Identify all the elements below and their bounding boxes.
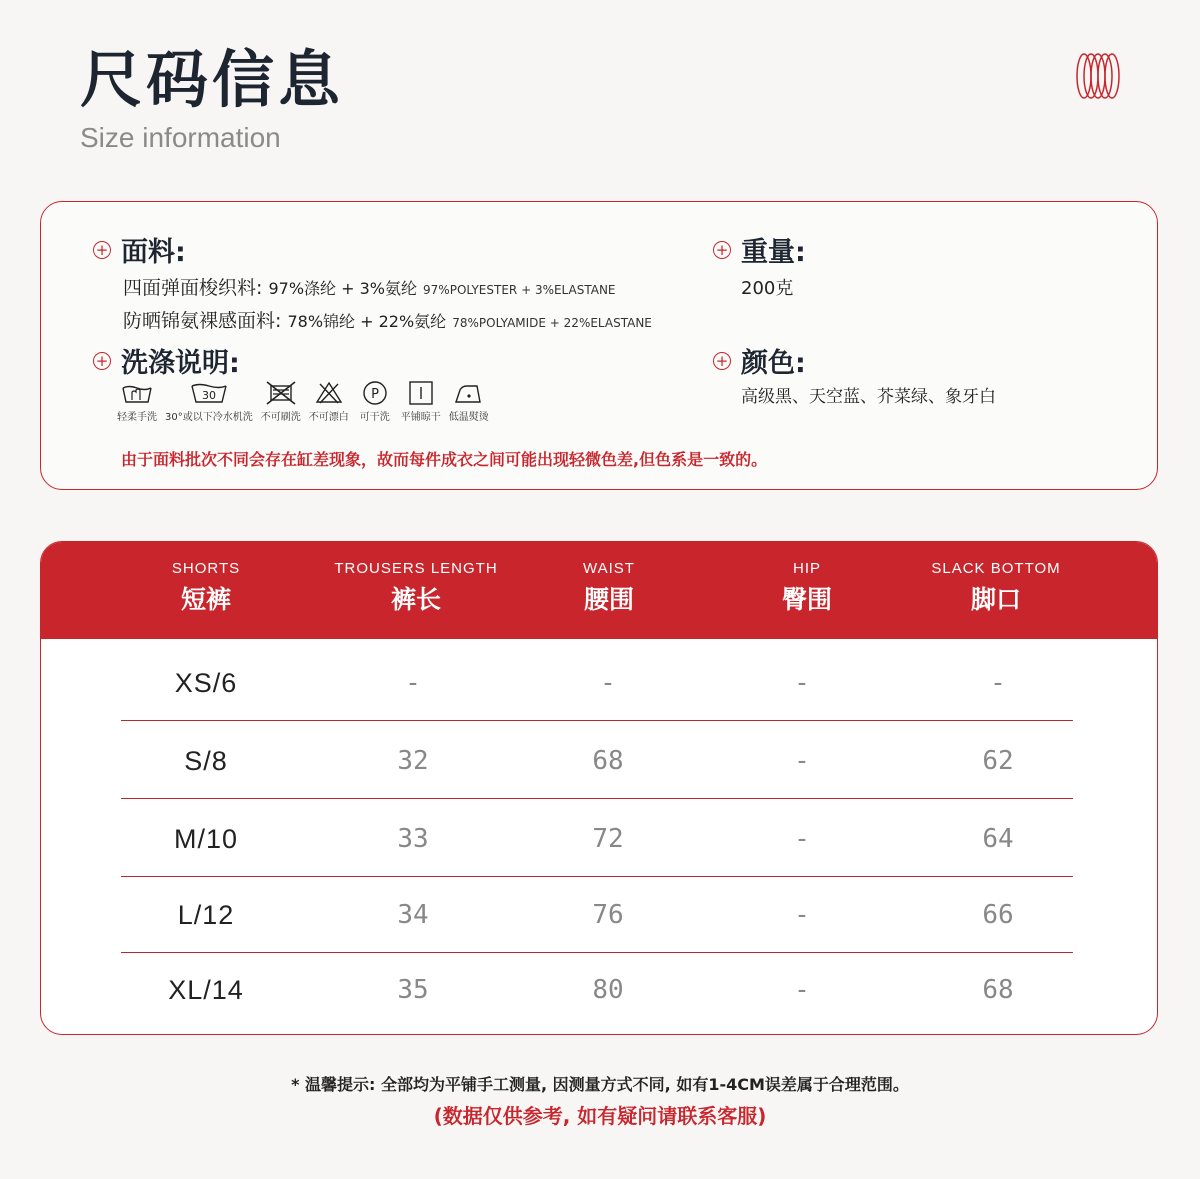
table-row — [121, 952, 1073, 1028]
weight-section-header — [713, 230, 806, 269]
length-cell: 34 — [397, 900, 429, 930]
care-label: 可干洗 — [359, 412, 390, 423]
dry-clean-p-icon — [357, 380, 393, 406]
page-header — [80, 40, 344, 154]
page-title: 尺码信息 — [80, 43, 345, 116]
length-cell: 32 — [397, 746, 429, 776]
table-header — [41, 542, 1157, 639]
product-info-card — [40, 201, 1158, 490]
length-cell: - — [405, 668, 421, 698]
fabric-line — [123, 273, 616, 300]
care-item — [117, 380, 157, 423]
fabric-name: 防晒锦氨裸感面料: — [123, 310, 282, 332]
fabric-name: 四面弹面梭织料: — [123, 277, 263, 299]
table-row — [121, 723, 1073, 799]
hem-cell: 64 — [982, 824, 1014, 854]
no-brush-icon — [263, 380, 299, 406]
size-cell: XS/6 — [174, 668, 238, 698]
column-header — [172, 560, 240, 616]
iron-low-icon — [451, 380, 487, 406]
fabric-section-header — [93, 230, 186, 269]
hip-cell: - — [794, 900, 810, 930]
waist-cell: 80 — [592, 975, 624, 1005]
fabric-composition-en: 78%POLYAMIDE + 22%ELASTANE — [452, 316, 652, 330]
brand-logo-icon — [1074, 52, 1122, 100]
care-label: 平铺晾干 — [400, 412, 441, 423]
table-row — [121, 645, 1073, 721]
length-cell: 35 — [397, 975, 429, 1005]
column-header-cn: 短裤 — [180, 585, 232, 614]
measurement-tip: * 温馨提示: 全部均为平铺手工测量, 因测量方式不同, 如有1-4CM误差属于合理范围。 — [291, 1075, 909, 1094]
dry-flat-icon — [401, 380, 441, 406]
fabric-title: 面料: — [121, 237, 186, 268]
column-header-en: SHORTS — [171, 560, 241, 577]
column-header-en: WAIST — [583, 560, 635, 577]
hem-cell: - — [990, 668, 1006, 698]
table-row — [121, 801, 1073, 877]
care-title: 洗涤说明: — [121, 348, 240, 379]
wash-temperature: 30 — [201, 389, 216, 402]
hip-cell: - — [794, 975, 810, 1005]
no-bleach-icon — [311, 380, 347, 406]
care-item — [401, 380, 441, 423]
fabric-composition: 97%涤纶 + 3%氨纶 — [268, 279, 417, 298]
column-header-cn: 裤长 — [390, 585, 442, 614]
color-value: 高级黑、天空蓝、芥菜绿、象牙白 — [741, 387, 996, 407]
wash-30-icon — [189, 380, 229, 406]
hip-cell: - — [794, 746, 810, 776]
length-cell: 33 — [397, 824, 429, 854]
column-header-cn: 腰围 — [583, 585, 635, 614]
column-header-cn: 臀围 — [781, 585, 833, 614]
gentle-hand-wash-icon — [119, 380, 155, 406]
dry-clean-letter: P — [370, 387, 379, 402]
table-row — [121, 877, 1073, 953]
size-cell: M/10 — [173, 824, 239, 854]
care-label: 轻柔手洗 — [117, 412, 157, 423]
plus-circle-icon: + — [93, 352, 111, 370]
hem-cell: 68 — [982, 975, 1014, 1005]
page-subtitle: Size information — [80, 122, 281, 153]
care-icons — [117, 380, 497, 423]
column-header — [334, 560, 497, 616]
hem-cell: 62 — [982, 746, 1014, 776]
row-divider — [121, 720, 1073, 721]
care-item — [309, 380, 349, 423]
care-label: 不可刷洗 — [260, 412, 301, 423]
care-item — [261, 380, 301, 423]
column-header — [931, 560, 1060, 616]
waist-cell: 68 — [592, 746, 624, 776]
care-label: 不可漂白 — [308, 412, 349, 423]
hip-cell: - — [794, 824, 810, 854]
column-header — [583, 560, 635, 616]
color-title: 颜色: — [741, 348, 806, 379]
plus-circle-icon: + — [713, 241, 731, 259]
waist-cell: - — [600, 668, 616, 698]
waist-cell: 76 — [592, 900, 624, 930]
weight-title: 重量: — [741, 237, 806, 268]
hem-cell: 66 — [982, 900, 1014, 930]
fabric-line — [123, 306, 652, 333]
reference-note: (数据仅供参考, 如有疑问请联系客服) — [433, 1104, 767, 1128]
size-cell: S/8 — [184, 746, 228, 776]
column-header-en: TROUSERS LENGTH — [334, 560, 498, 577]
waist-cell: 72 — [592, 824, 624, 854]
column-header-en: SLACK BOTTOM — [931, 560, 1061, 577]
fabric-composition: 78%锦纶 + 22%氨纶 — [287, 312, 447, 331]
fabric-composition-en: 97%POLYESTER + 3%ELASTANE — [423, 283, 616, 297]
size-table — [40, 541, 1158, 1035]
plus-circle-icon: + — [93, 241, 111, 259]
color-section-header — [713, 341, 806, 380]
size-cell: L/12 — [177, 900, 235, 930]
plus-circle-icon: + — [713, 352, 731, 370]
column-header-cn: 脚口 — [970, 585, 1021, 614]
care-item — [165, 380, 253, 423]
color-difference-warning: 由于面料批次不同会存在缸差现象，故而每件成衣之间可能出现轻微色差,但色系是一致的。 — [121, 450, 768, 469]
care-section-header — [93, 341, 240, 380]
row-divider — [121, 798, 1073, 799]
care-label: 30°或以下冷水机洗 — [165, 412, 253, 423]
weight-value: 200克 — [741, 278, 794, 299]
column-header-en: HIP — [792, 560, 822, 577]
care-item — [449, 380, 489, 423]
size-cell: XL/14 — [168, 975, 244, 1005]
care-item — [357, 380, 393, 423]
column-header — [782, 560, 832, 616]
hip-cell: - — [794, 668, 810, 698]
care-label: 低温熨烫 — [448, 412, 489, 423]
